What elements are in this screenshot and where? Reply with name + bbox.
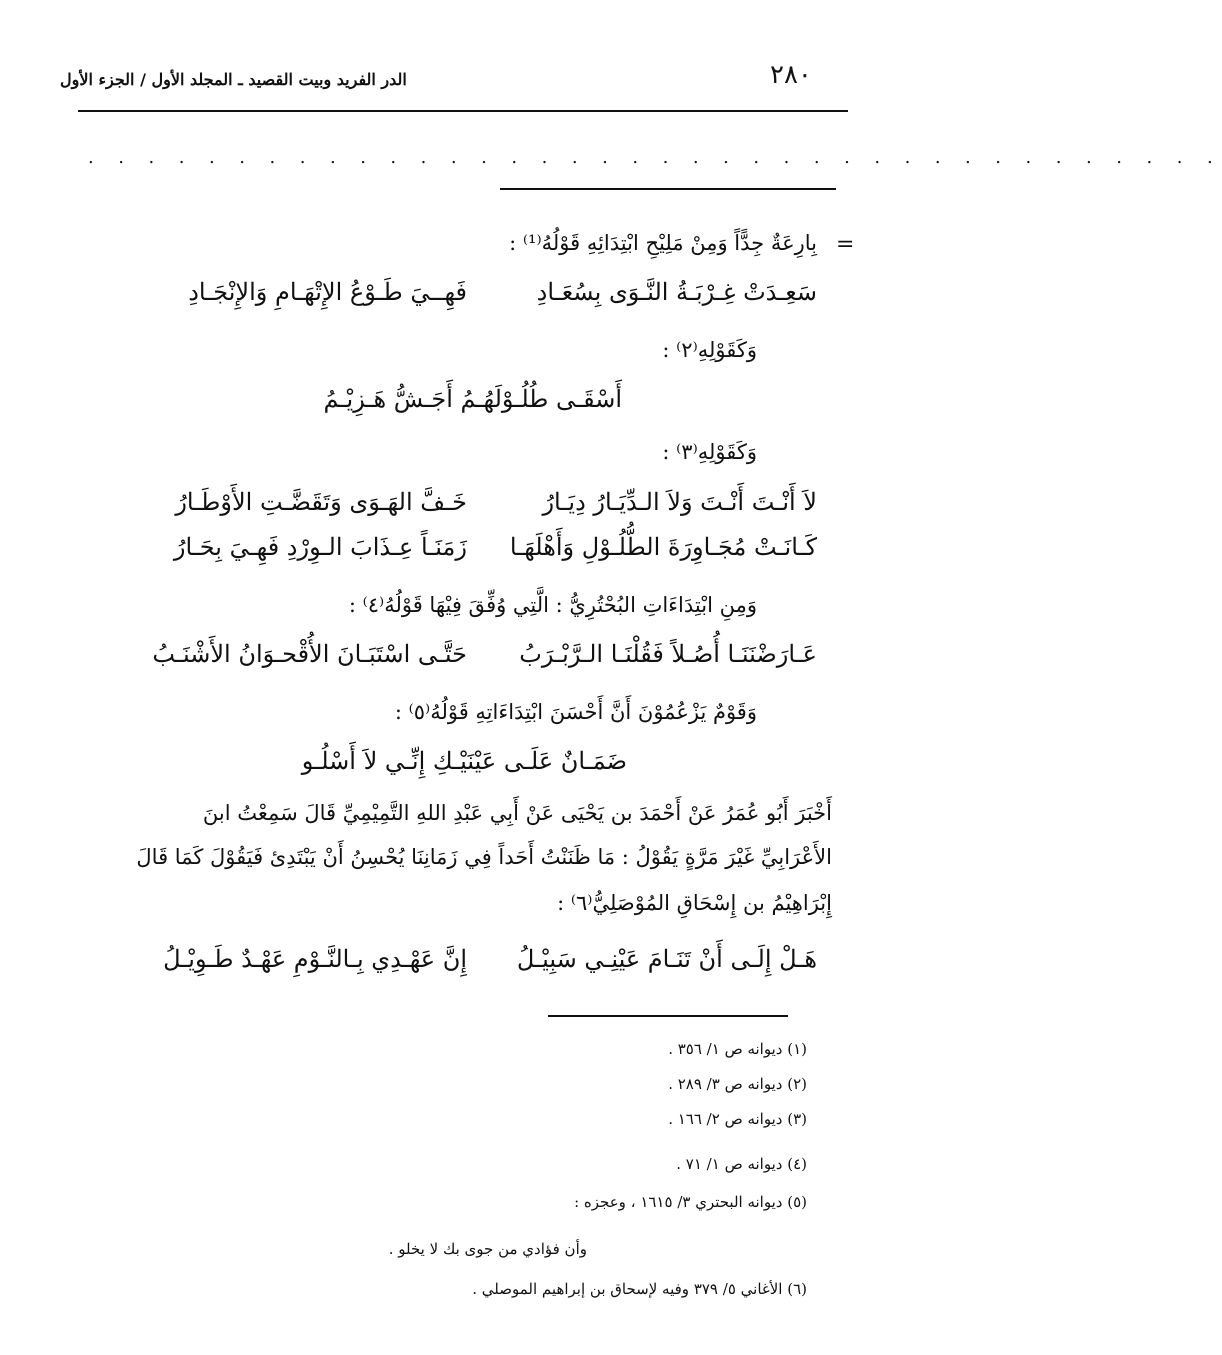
paragraph-line-1: أَخْبَرَ أَبُو عُمَرُ عَنْ أَحْمَدَ بن يَحْيَى عَنْ أَبِي عَبْدِ اللهِ التَّمِيْمِيِّ قَالَ سَمِعْتُ ابنَ xyxy=(202,801,832,825)
header-rule xyxy=(78,110,848,112)
section-rule xyxy=(500,188,836,190)
verse-1-first-hemistich: سَعِـدَتْ غِـرْبَـةُ النَّـوَى بِسُعَـادِ xyxy=(536,278,817,306)
footnote-5-verse: وأن فؤادي من جوى بك لا يخلو . xyxy=(388,1240,587,1258)
verse-7-second-hemistich: إِنَّ عَهْـدِي بِـالنَّـوْمِ عَهْـدٌ طَـوِيْـلُ xyxy=(163,945,467,973)
verse-1-second-hemistich: فَهِــيَ طَـوْعُ الإِتْهَـامِ وَالإِنْجَـادِ xyxy=(188,278,467,306)
footnote-rule xyxy=(548,1015,788,1017)
claim-line: وَقَوْمٌ يَزْعُمُوْنَ أَنَّ أَحْسَنَ ابْتِدَاءَاتِهِ قَوْلُهُ⁽٥⁾ : xyxy=(394,700,757,724)
verse-5-second-hemistich: حَتَّـى اسْتَبَـانَ الأُقْحـوَانُ الأَشْنَـبُ xyxy=(152,640,467,668)
kaqawlihi-3: وَكَقَوْلِهِ⁽٣⁾ : xyxy=(662,440,757,464)
footnote-6: (٦) الأغاني ٥/ ٣٧٩ وفيه لإسحاق بن إبراهيم الموصلي . xyxy=(472,1280,807,1298)
page-number: ٢٨٠ xyxy=(770,60,812,90)
buhturi-intro-line: وَمِنِ ابْتِدَاءَاتِ البُحْتُرِيُّ : الَّتِي وُفِّقَ فِيْهَا قَوْلُهُ⁽٤⁾ : xyxy=(348,593,757,617)
paragraph-line-3: إِبْرَاهِيْمُ بن إِسْحَاقِ المُوْصَلِيُّ⁽٦⁾ : xyxy=(557,891,832,915)
footnote-3: (٣) ديوانه ص ٢/ ١٦٦ . xyxy=(668,1110,807,1128)
continuation-mark: = xyxy=(836,232,855,257)
verse-2: أَسْقَـى طُلُـوْلَهُـمُ أَجَـشُّ هَـزِيْـمُ xyxy=(323,385,622,413)
verse-4-second-hemistich: زَمَنَـاً عِـذَابَ الـوِرْدِ فَهِـيَ بِحَـارُ xyxy=(173,533,467,561)
verse-3-second-hemistich: خَـفَّ الهَـوَى وَتَقَضَّـتِ الأَوْطَـارُ xyxy=(175,488,467,516)
intro-line: بِارِعَةٌ جِدًّاً وَمِنْ مَلِيْحِ ابْتِدَائِهِ قَوْلُهُ⁽¹⁾ : xyxy=(509,231,817,255)
kaqawlihi-2: وَكَقَوْلِهِ⁽٢⁾ : xyxy=(662,338,757,362)
verse-7-first-hemistich: هَـلْ إِلَـى أَنْ تَنَـامَ عَيْنِـي سَبِيْـلُ xyxy=(516,945,817,973)
running-title: الدر الفريد وبيت القصيد ـ المجلد الأول / الجزء الأول xyxy=(60,70,407,89)
paragraph-line-2: الأَعْرَابِيِّ غَيْرَ مَرَّةٍ يَقُوْلُ : مَا ظَنَنْتُ أَحَداً فِي زَمَانِنَا يُحْسِنُ أَنْ يَبْتَدِئ فَيَقُوْلَ كَمَا قَالَ xyxy=(136,845,832,869)
verse-5-first-hemistich: عَـارَضْنَنَـا أُصُـلاً فَقُلْنَـا الـرَّبْـرَبُ xyxy=(519,640,817,668)
ellipsis-row: . . . . . . . . . . . . . . . . . . . . . . . . . . . . . . . . . . . . . . xyxy=(88,147,1222,168)
footnote-2: (٢) ديوانه ص ٣/ ٢٨٩ . xyxy=(668,1075,807,1093)
footnote-1: (١) ديوانه ص ١/ ٣٥٦ . xyxy=(668,1040,807,1058)
footnote-5: (٥) ديوانه البحتري ٣/ ١٦١٥ ، وعجزه : xyxy=(574,1193,807,1211)
footnote-4: (٤) ديوانه ص ١/ ٧١ . xyxy=(676,1155,807,1173)
verse-3-first-hemistich: لاَ أَنْـتَ أَنْـتَ وَلاَ الـدِّيَـارُ دِيَـارُ xyxy=(542,488,817,516)
verse-6: ضَمَـانٌ عَلَـى عَيْنَيْـكِ إِنِّـي لاَ أَسْلُـو xyxy=(301,747,627,775)
verse-4-first-hemistich: كَـانَـتْ مُجَـاوِرَةَ الطُّلُـوْلِ وَأَهْلَهَـا xyxy=(509,533,817,561)
